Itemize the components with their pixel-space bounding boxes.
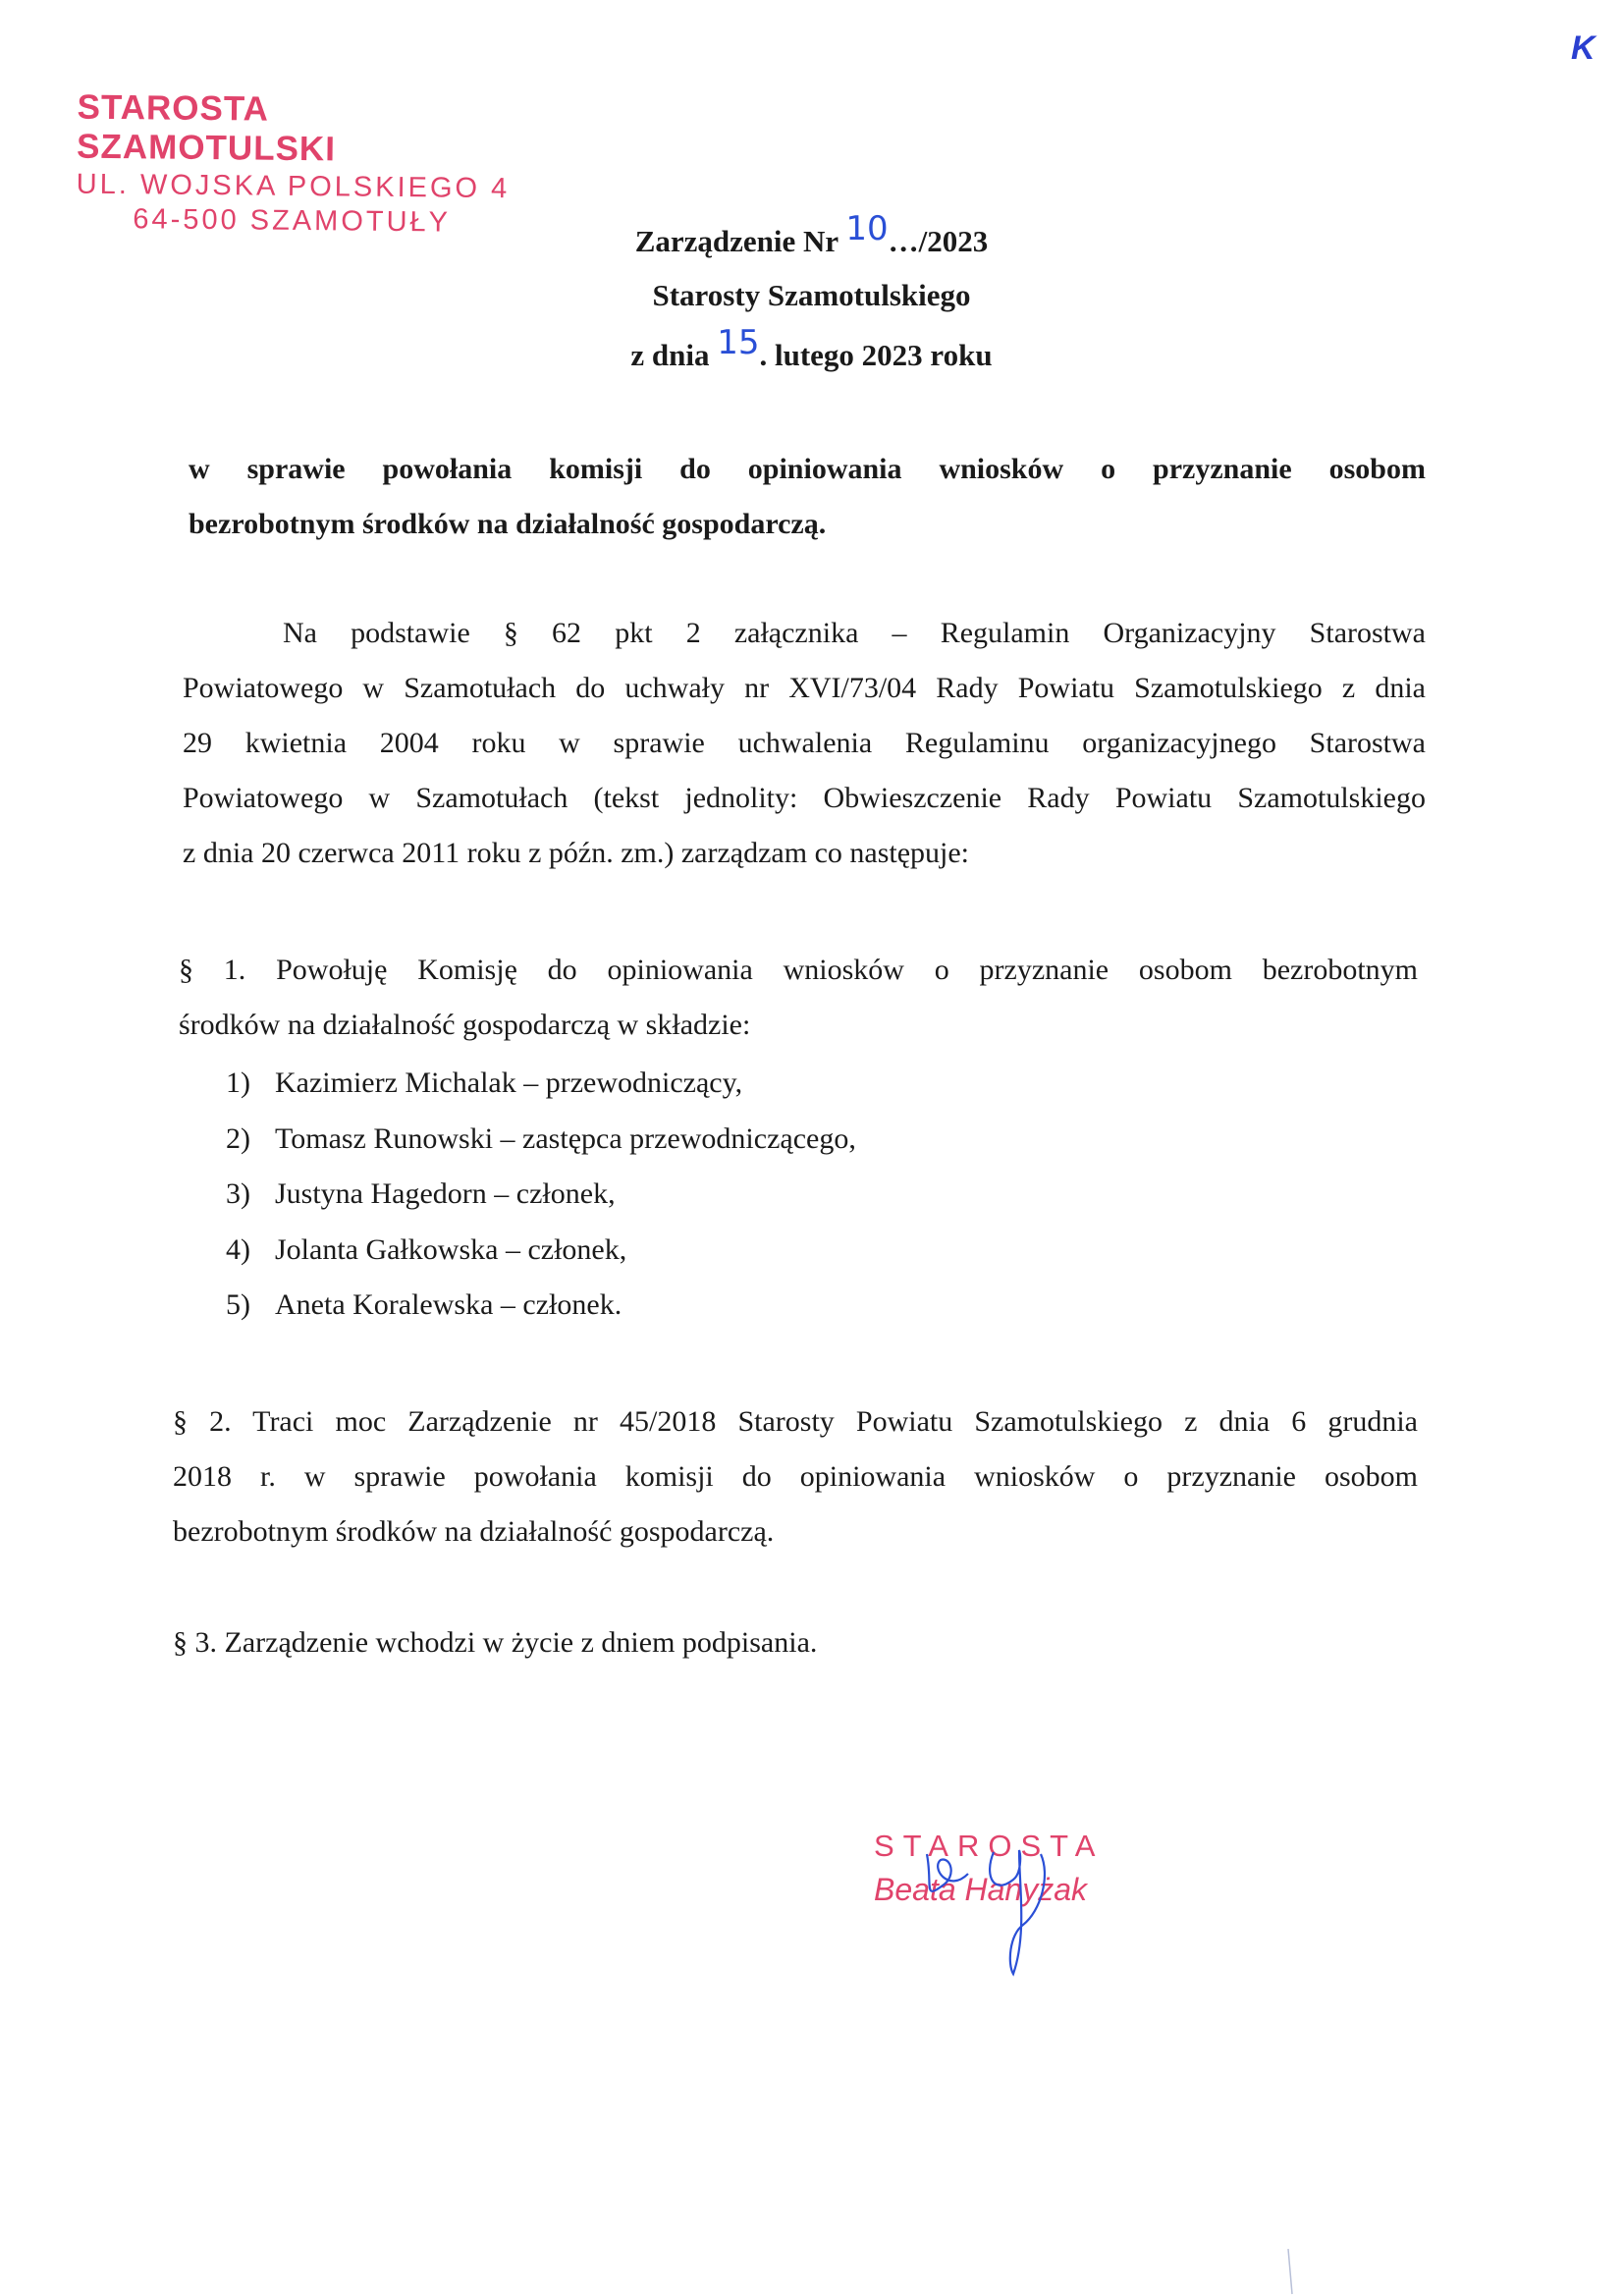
signature-name: Beata Hanyżak xyxy=(874,1872,1088,1907)
list-item: 5) Aneta Koralewska – członek. xyxy=(226,1288,622,1321)
handwritten-number: 10 xyxy=(845,209,889,248)
handwritten-day: 15 xyxy=(717,323,760,362)
paragraph-line: Powiatowego w Szamotułach (tekst jednolity: Obwieszczenie Rady Powiatu Szamotulskiego xyxy=(183,782,1426,814)
paragraph-line: Powiatowego w Szamotułach do uchwały nr XVI/73/04 Rady Powiatu Szamotulskiego z dnia xyxy=(183,672,1426,704)
list-item: 4) Jolanta Gałkowska – członek, xyxy=(226,1232,627,1266)
stamp-line-2: UL. WOJSKA POLSKIEGO 4 xyxy=(76,168,511,205)
document-title: Zarządzenie Nr 10…/2023 xyxy=(634,209,989,258)
paragraph-line: 29 kwietnia 2004 roku w sprawie uchwalenia Regulaminu organizacyjnego Starostwa xyxy=(183,727,1426,759)
document-subject xyxy=(189,442,1426,552)
stamp-line-3: 64-500 SZAMOTUŁY xyxy=(133,203,452,239)
scan-artifact-line xyxy=(1286,2249,1296,2296)
document-issuer: Starosty Szamotulskiego xyxy=(652,278,971,312)
paragraph-line: Na podstawie § 62 pkt 2 załącznika – Regulamin Organizacyjny Starostwa xyxy=(283,617,1426,649)
paragraph-line: § 2. Traci moc Zarządzenie nr 45/2018 Starosty Powiatu Szamotulskiego z dnia 6 grudnia xyxy=(173,1405,1418,1438)
handwritten-corner-mark: K xyxy=(1571,29,1596,67)
stamp-line-1: STAROSTA SZAMOTULSKI xyxy=(76,87,337,169)
list-item: 3) Justyna Hagedorn – członek, xyxy=(226,1177,616,1210)
paragraph-line: 2018 r. w sprawie powołania komisji do opiniowania wniosków o przyznanie osobom xyxy=(173,1460,1418,1493)
list-item: 2) Tomasz Runowski – zastępca przewodniczącego, xyxy=(226,1121,856,1155)
paragraph-line: § 1. Powołuję Komisję do opiniowania wniosków o przyznanie osobom bezrobotnym xyxy=(179,954,1418,986)
list-item: 1) Kazimierz Michalak – przewodniczący, xyxy=(226,1066,743,1099)
paragraph-line: z dnia 20 czerwca 2011 roku z późn. zm.) zarządzam co następuje: xyxy=(183,837,970,869)
subject-line: w sprawie powołania komisji do opiniowania wniosków o przyznanie osobom xyxy=(189,453,1426,485)
section-2 xyxy=(173,1394,1418,1559)
office-stamp xyxy=(76,88,529,241)
document-date: z dnia 15. lutego 2023 roku xyxy=(630,323,993,372)
subject-line: bezrobotnym środków na działalność gospodarczą. xyxy=(189,508,827,540)
paragraph-line: § 3. Zarządzenie wchodzi w życie z dniem podpisania. xyxy=(173,1626,818,1659)
handwritten-signature xyxy=(903,1817,1100,1984)
section-1 xyxy=(179,943,1418,1053)
signature-title: STAROSTA xyxy=(874,1829,1105,1863)
paragraph-line: środków na działalność gospodarczą w składzie: xyxy=(179,1009,751,1041)
committee-member-list xyxy=(226,1056,856,1334)
paragraph-line: bezrobotnym środków na działalność gospodarczą. xyxy=(173,1515,775,1548)
section-3 xyxy=(173,1615,1418,1670)
legal-basis-paragraph xyxy=(183,606,1426,881)
